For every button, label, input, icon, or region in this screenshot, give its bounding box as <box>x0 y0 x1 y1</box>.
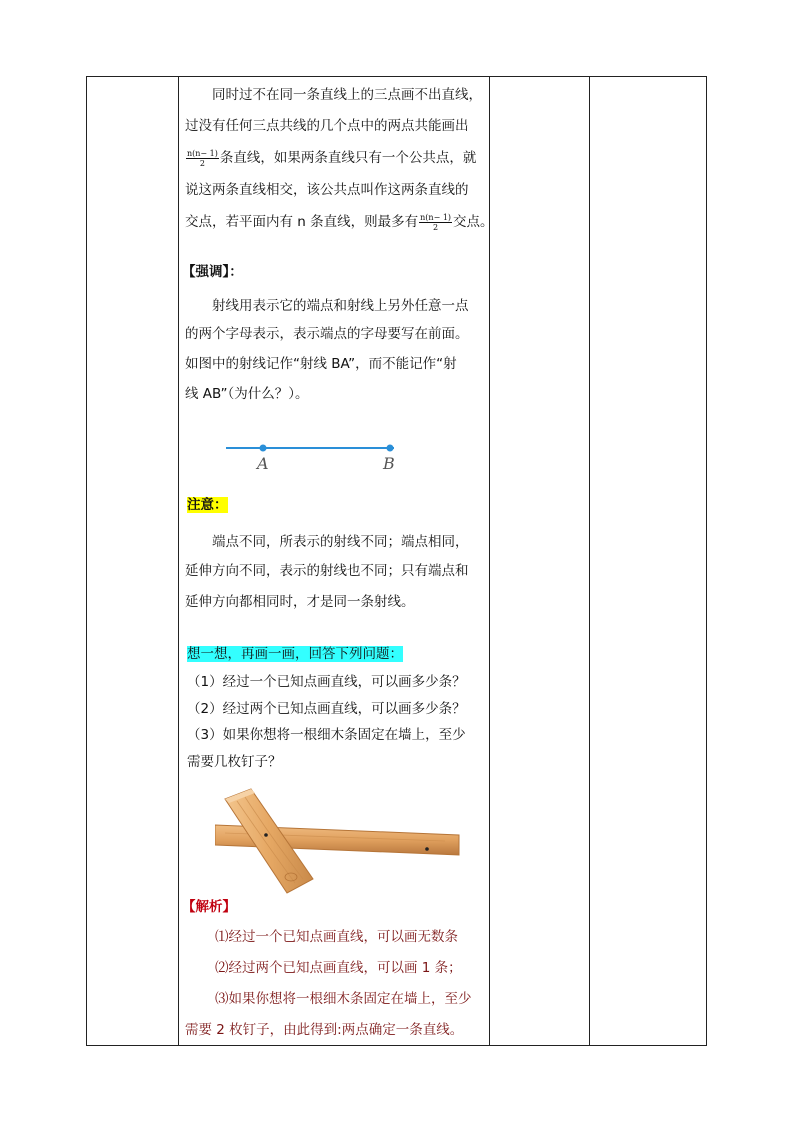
emphasis-title: 【强调】： <box>182 264 243 280</box>
point-a-label: A <box>257 454 269 473</box>
note-title <box>187 494 228 516</box>
fraction-denominator: 2 <box>433 222 439 232</box>
wooden-sticks-image <box>215 783 475 899</box>
question-3: （3）如果你想将一根细木条固定在墙上，至少 <box>187 727 466 743</box>
paragraph-line <box>185 143 485 174</box>
paragraph-line: 线 AB”（为什么？）。 <box>185 386 309 402</box>
fraction <box>186 149 219 168</box>
column-divider <box>178 77 179 1045</box>
paragraph-line: 如图中的射线记作“射线 BA”，而不能记作“射 <box>185 356 457 372</box>
analysis-title: 【解析】 <box>182 899 236 915</box>
think-title-text: 想一想，再画一画，回答下列问题： <box>187 646 403 662</box>
paragraph-line: 说这两条直线相交，该公共点叫作这两条直线的 <box>185 182 469 198</box>
nail-dot <box>264 833 268 837</box>
paragraph-line: 延伸方向都相同时，才是同一条射线。 <box>185 594 415 610</box>
point-b-label: B <box>383 454 395 473</box>
paragraph-line: 的两个字母表示，表示端点的字母要写在前面。 <box>185 326 469 342</box>
paragraph-line: 射线用表示它的端点和射线上另外任意一点 <box>212 298 469 314</box>
ray-figure <box>224 437 404 477</box>
fraction <box>419 213 452 232</box>
answer-1: ⑴经过一个已知点画直线，可以画无数条 <box>215 929 458 945</box>
paragraph-line: 延伸方向不同，表示的射线也不同；只有端点和 <box>185 563 469 579</box>
fraction-denominator: 2 <box>199 158 205 168</box>
paragraph-text: 条直线，如果两条直线只有一个公共点，就 <box>219 150 477 166</box>
paragraph-text: 交点，若平面内有 n 条直线，则最多有 <box>185 214 419 230</box>
column-divider <box>589 77 590 1045</box>
paragraph-line: 同时过不在同一条直线上的三点画不出直线， <box>212 87 482 103</box>
paragraph-line: 过没有任何三点共线的几个点中的两点共能画出 <box>185 118 469 134</box>
paragraph-line <box>185 207 494 238</box>
fraction-numerator: n(n− 1) <box>420 212 452 222</box>
lesson-table <box>86 76 707 1046</box>
question-1: （1）经过一个已知点画直线，可以画多少条？ <box>187 674 466 690</box>
answer-3: ⑶如果你想将一根细木条固定在墙上，至少 <box>215 991 472 1007</box>
paragraph-line: 端点不同，所表示的射线不同；端点相同， <box>212 534 469 550</box>
question-3-continued: 需要几枚钉子？ <box>187 754 282 770</box>
think-title <box>187 643 487 665</box>
answer-3-continued: 需要 2 枚钉子，由此得到:两点确定一条直线。 <box>185 1022 464 1038</box>
fraction-numerator: n(n− 1) <box>187 148 218 158</box>
point-b <box>387 445 394 452</box>
question-2: （2）经过两个已知点画直线，可以画多少条？ <box>187 701 466 717</box>
note-title-text: 注意： <box>187 497 228 513</box>
point-a <box>260 445 267 452</box>
paragraph-text: 交点。 <box>453 214 494 230</box>
answer-2: ⑵经过两个已知点画直线，可以画 1 条； <box>215 960 462 976</box>
nail-dot <box>425 847 429 851</box>
